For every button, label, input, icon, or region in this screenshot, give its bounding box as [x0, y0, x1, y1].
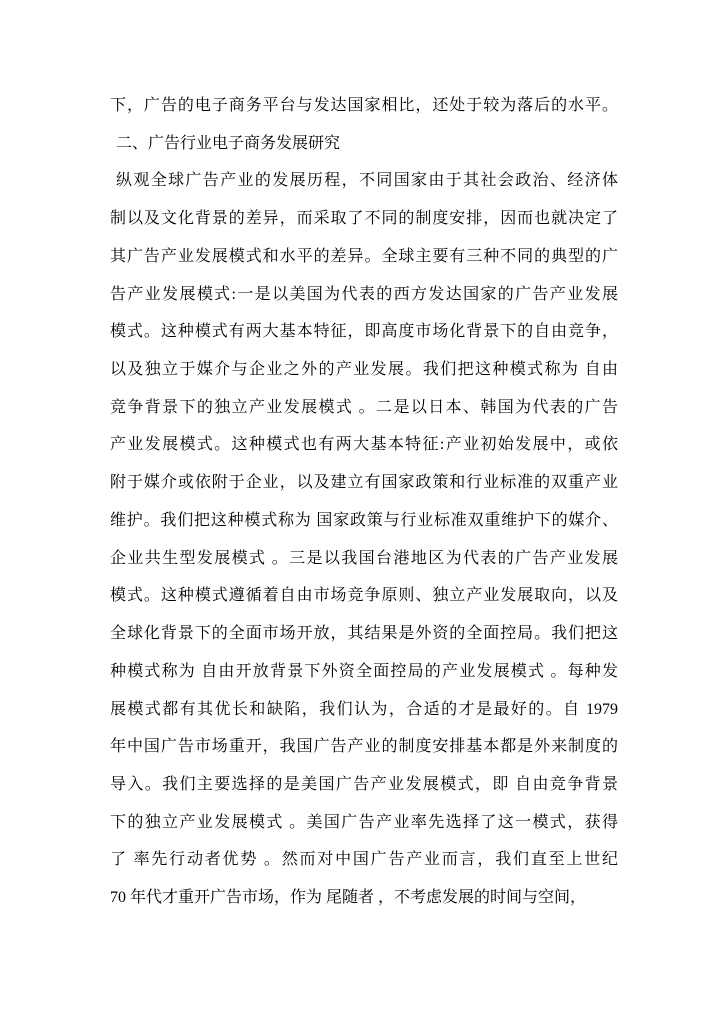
document-text-block	[110, 87, 618, 917]
text-line: 竞争背景下的独立产业发展模式 。二是以日本、韩国为代表的广告	[110, 398, 618, 416]
text-line: 以及独立于媒介与企业之外的产业发展。我们把这种模式称为 自由	[110, 361, 618, 379]
text-line: 企业共生型发展模式 。三是以我国台港地区为代表的广告产业发展	[110, 549, 618, 567]
text-line: 模式。这种模式有两大基本特征，即高度市场化背景下的自由竞争，	[110, 323, 618, 341]
text-line: 产业发展模式。这种模式也有两大基本特征:产业初始发展中，或依	[110, 436, 618, 454]
text-line: 了 率先行动者优势 。然而对中国广告产业而言，我们直至上世纪	[110, 851, 618, 869]
text-line: 维护。我们把这种模式称为 国家政策与行业标准双重维护下的媒介、	[110, 511, 618, 529]
text-line: 告产业发展模式:一是以美国为代表的西方发达国家的广告产业发展	[110, 285, 618, 303]
text-line: 制以及文化背景的差异，而采取了不同的制度安排，因而也就决定了	[110, 210, 618, 228]
text-line: 种模式称为 自由开放背景下外资全面控局的产业发展模式 。每种发	[110, 662, 618, 680]
text-line: 70 年代才重开广告市场，作为 尾随者 ，不考虑发展的时间与空间，	[110, 889, 587, 907]
text-line: 导入。我们主要选择的是美国广告产业发展模式，即 自由竞争背景	[110, 775, 618, 793]
text-line: 附于媒介或依附于企业，以及建立有国家政策和行业标准的双重产业	[110, 474, 618, 492]
text-line: 全球化背景下的全面市场开放，其结果是外资的全面控局。我们把这	[110, 625, 618, 643]
section-heading: 二、广告行业电子商务发展研究	[116, 134, 341, 152]
text-line: 下，广告的电子商务平台与发达国家相比，还处于较为落后的水平。	[110, 97, 618, 114]
text-line: 模式。这种模式遵循着自由市场竞争原则、独立产业发展取向，以及	[110, 587, 618, 605]
text-line: 下的独立产业发展模式 。美国广告产业率先选择了这一模式，获得	[110, 813, 618, 831]
text-line: 其广告产业发展模式和水平的差异。全球主要有三种不同的典型的广	[110, 247, 618, 265]
text-line: 年中国广告市场重开，我国广告产业的制度安排基本都是外来制度的	[110, 738, 618, 756]
text-line: 纵观全球广告产业的发展历程，不同国家由于其社会政治、经济体	[116, 172, 618, 190]
text-line: 展模式都有其优长和缺陷，我们认为，合适的才是最好的。自 1979	[110, 700, 618, 718]
